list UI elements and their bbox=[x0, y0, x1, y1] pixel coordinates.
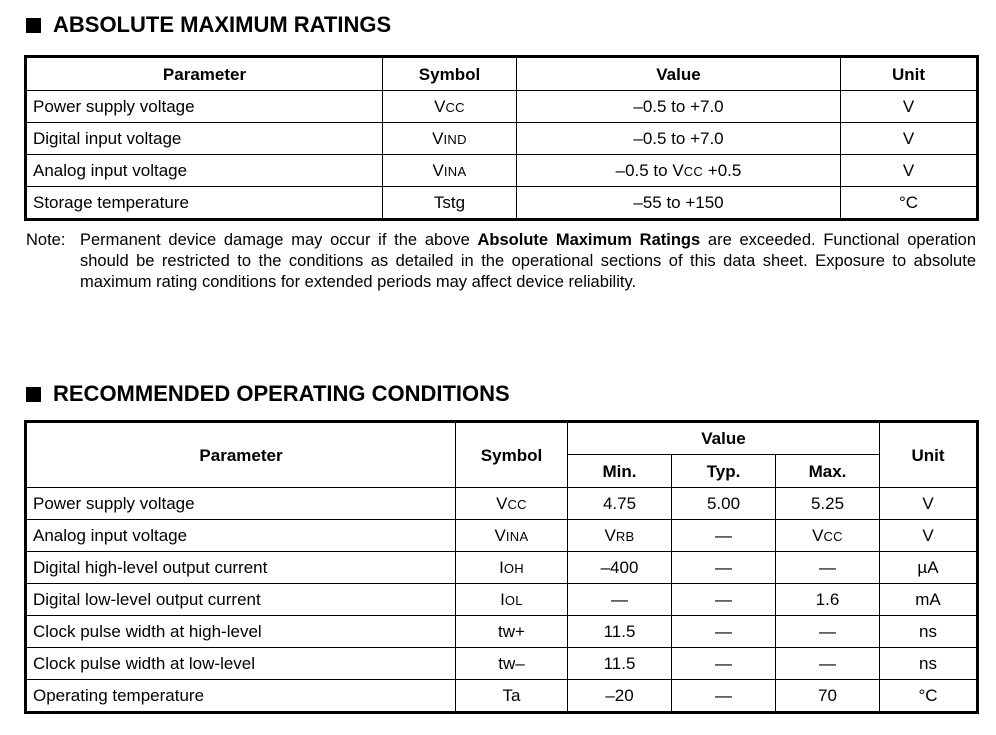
min-cell: 11.5 bbox=[568, 616, 672, 648]
min-symbol-sub: RB bbox=[615, 529, 635, 544]
abs-max-table bbox=[26, 57, 977, 219]
unit-cell: °C bbox=[841, 187, 977, 219]
roc-section-title bbox=[26, 381, 510, 407]
roc-header-value: Value bbox=[568, 423, 880, 455]
table-row bbox=[27, 680, 977, 712]
roc-header-parameter: Parameter bbox=[27, 423, 456, 488]
unit-cell: µA bbox=[880, 552, 977, 584]
unit-cell: V bbox=[841, 91, 977, 123]
table-row bbox=[27, 123, 977, 155]
unit-cell: ns bbox=[880, 616, 977, 648]
abs-header-unit: Unit bbox=[841, 58, 977, 91]
roc-header-max: Max. bbox=[776, 455, 880, 488]
table-row bbox=[27, 91, 977, 123]
param-cell: Storage temperature bbox=[27, 187, 383, 219]
abs-max-header-row bbox=[27, 58, 977, 91]
value-cell: –0.5 to +7.0 bbox=[517, 91, 841, 123]
symbol-cell bbox=[456, 616, 568, 648]
symbol-cell bbox=[456, 488, 568, 520]
max-symbol-main: V bbox=[812, 526, 824, 545]
unit-cell: V bbox=[841, 155, 977, 187]
max-cell: — bbox=[776, 648, 880, 680]
symbol-main: tw– bbox=[498, 654, 525, 673]
symbol-main: V bbox=[432, 161, 444, 180]
roc-header-typ: Typ. bbox=[672, 455, 776, 488]
param-cell: Power supply voltage bbox=[27, 91, 383, 123]
min-cell: — bbox=[568, 584, 672, 616]
symbol-cell bbox=[383, 155, 517, 187]
min-cell: 4.75 bbox=[568, 488, 672, 520]
max-cell: — bbox=[776, 616, 880, 648]
abs-header-value: Value bbox=[517, 58, 841, 91]
typ-cell: 5.00 bbox=[672, 488, 776, 520]
symbol-main: I bbox=[500, 590, 505, 609]
param-cell: Clock pulse width at low-level bbox=[27, 648, 456, 680]
symbol-sub: OL bbox=[504, 593, 523, 608]
unit-cell: V bbox=[880, 520, 977, 552]
abs-max-title-text: ABSOLUTE MAXIMUM RATINGS bbox=[53, 12, 392, 37]
max-cell: 5.25 bbox=[776, 488, 880, 520]
square-bullet-icon bbox=[26, 18, 41, 33]
max-cell: — bbox=[776, 552, 880, 584]
value-cell: –0.5 to +7.0 bbox=[517, 123, 841, 155]
note-text-pre: Permanent device damage may occur if the above bbox=[80, 231, 478, 249]
abs-max-section-title bbox=[26, 12, 391, 38]
max-cell: 1.6 bbox=[776, 584, 880, 616]
value-prefix: –0.5 to bbox=[615, 161, 673, 180]
abs-header-parameter: Parameter bbox=[27, 58, 383, 91]
value-suffix: +0.5 bbox=[703, 161, 742, 180]
roc-title-text: RECOMMENDED OPERATING CONDITIONS bbox=[53, 381, 510, 406]
param-cell: Power supply voltage bbox=[27, 488, 456, 520]
symbol-main: Tstg bbox=[433, 193, 466, 212]
typ-cell: — bbox=[672, 648, 776, 680]
table-row bbox=[27, 584, 977, 616]
symbol-main: V bbox=[494, 526, 506, 545]
table-row bbox=[27, 155, 977, 187]
roc-header-unit: Unit bbox=[880, 423, 977, 488]
value-cell: –55 to +150 bbox=[517, 187, 841, 219]
symbol-cell bbox=[383, 123, 517, 155]
value-symbol-main: V bbox=[672, 161, 684, 180]
param-cell: Clock pulse width at high-level bbox=[27, 616, 456, 648]
ratings-note bbox=[26, 230, 976, 293]
unit-cell: mA bbox=[880, 584, 977, 616]
param-cell: Analog input voltage bbox=[27, 520, 456, 552]
symbol-cell bbox=[456, 552, 568, 584]
roc-header-row-1 bbox=[27, 423, 977, 455]
table-row bbox=[27, 187, 977, 219]
symbol-cell bbox=[456, 648, 568, 680]
symbol-cell bbox=[383, 187, 517, 219]
roc-header-min: Min. bbox=[568, 455, 672, 488]
symbol-main: V bbox=[496, 494, 508, 513]
note-text-post: are exceeded. Functional operation should be restricted to the conditions as detailed in the operational sections of this data sheet. Exposure to absolute maximum rating conditions for extended periods may affect device reliability. bbox=[80, 231, 976, 291]
max-symbol-sub: CC bbox=[823, 529, 843, 544]
abs-header-symbol: Symbol bbox=[383, 58, 517, 91]
unit-cell: °C bbox=[880, 680, 977, 712]
symbol-main: Ta bbox=[502, 686, 521, 705]
max-cell bbox=[776, 520, 880, 552]
param-cell: Operating temperature bbox=[27, 680, 456, 712]
roc-header-symbol: Symbol bbox=[456, 423, 568, 488]
max-cell: 70 bbox=[776, 680, 880, 712]
symbol-cell bbox=[456, 584, 568, 616]
value-cell bbox=[517, 155, 841, 187]
typ-cell: — bbox=[672, 680, 776, 712]
symbol-sub: IND bbox=[443, 132, 467, 147]
min-symbol-main: V bbox=[604, 526, 616, 545]
table-row bbox=[27, 488, 977, 520]
min-cell: –400 bbox=[568, 552, 672, 584]
symbol-sub: OH bbox=[503, 561, 524, 576]
min-cell: –20 bbox=[568, 680, 672, 712]
unit-cell: ns bbox=[880, 648, 977, 680]
table-row bbox=[27, 616, 977, 648]
param-cell: Digital low-level output current bbox=[27, 584, 456, 616]
table-row bbox=[27, 520, 977, 552]
symbol-cell bbox=[383, 91, 517, 123]
param-cell: Digital high-level output current bbox=[27, 552, 456, 584]
param-cell: Analog input voltage bbox=[27, 155, 383, 187]
note-label: Note: bbox=[26, 231, 66, 249]
table-row bbox=[27, 552, 977, 584]
symbol-main: I bbox=[499, 558, 504, 577]
typ-cell: — bbox=[672, 520, 776, 552]
symbol-sub: CC bbox=[507, 497, 527, 512]
note-text-bold: Absolute Maximum Ratings bbox=[477, 231, 701, 249]
roc-table bbox=[26, 422, 977, 712]
symbol-cell bbox=[456, 680, 568, 712]
symbol-sub: INA bbox=[505, 529, 529, 544]
symbol-main: V bbox=[434, 97, 446, 116]
note-body bbox=[80, 230, 976, 293]
symbol-main: tw+ bbox=[498, 622, 525, 641]
unit-cell: V bbox=[841, 123, 977, 155]
param-cell: Digital input voltage bbox=[27, 123, 383, 155]
typ-cell: — bbox=[672, 584, 776, 616]
symbol-sub: INA bbox=[443, 164, 467, 179]
typ-cell: — bbox=[672, 552, 776, 584]
value-symbol-sub: CC bbox=[683, 164, 704, 179]
table-row bbox=[27, 648, 977, 680]
typ-cell: — bbox=[672, 616, 776, 648]
unit-cell: V bbox=[880, 488, 977, 520]
symbol-cell bbox=[456, 520, 568, 552]
square-bullet-icon bbox=[26, 387, 41, 402]
symbol-sub: CC bbox=[445, 100, 465, 115]
min-cell bbox=[568, 520, 672, 552]
min-cell: 11.5 bbox=[568, 648, 672, 680]
symbol-main: V bbox=[432, 129, 444, 148]
